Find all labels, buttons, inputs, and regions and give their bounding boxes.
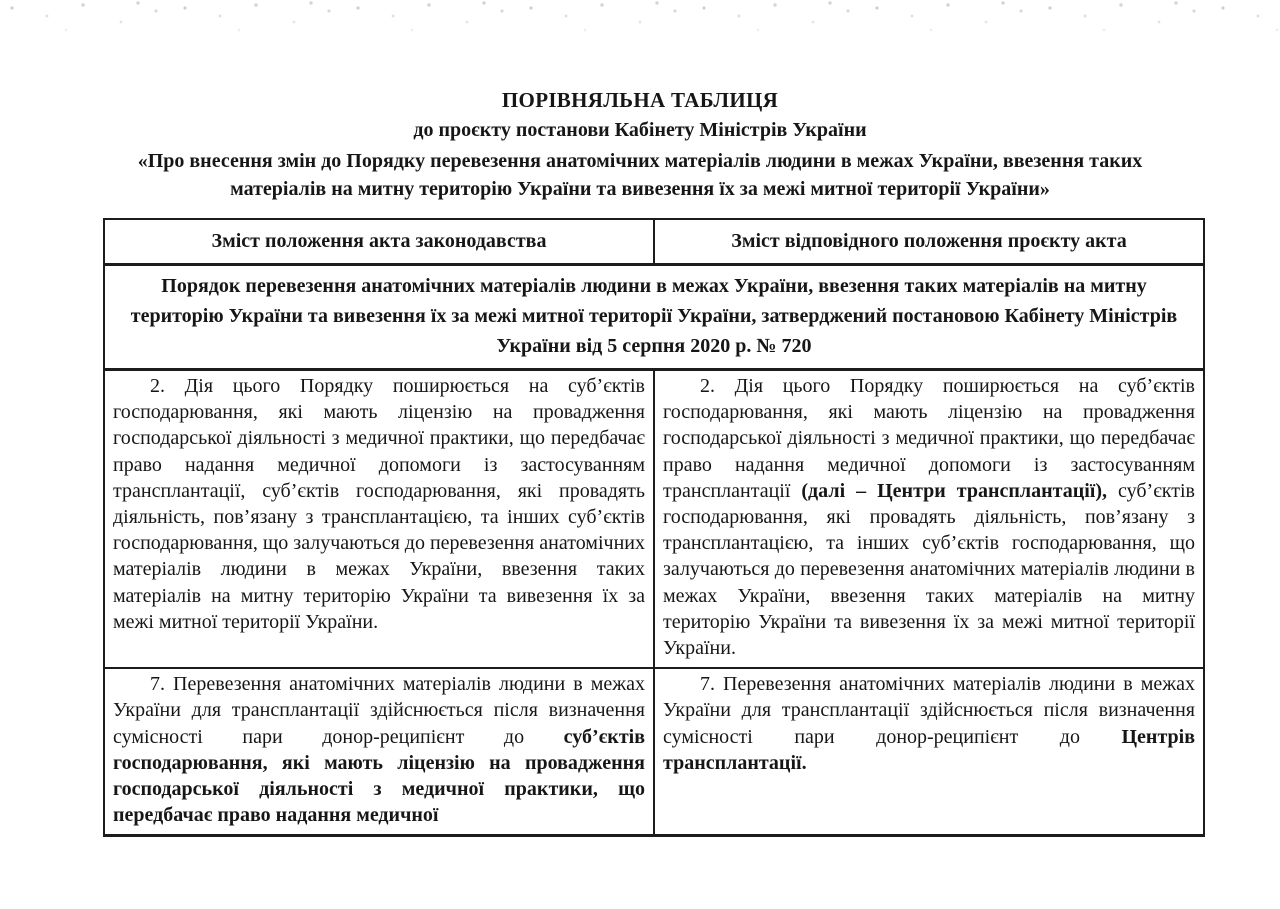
cell-current-act-p2: [104, 370, 654, 669]
column-header-draft-act: Зміст відповідного положення проєкту акта: [654, 219, 1204, 265]
column-header-current-act: Зміст положення акта законодавства: [104, 219, 654, 265]
cell-paragraph: 7. Перевезення анатомічних матеріалів людини в межах України для трансплантації здійснюється після визначення сумісності пари донор-реципієнт до суб’єктів господарювання, які мають ліцензію на провадження господарської діяльності з медичної практики, що передбачає право надання медичної: [113, 673, 645, 827]
table-row: [104, 370, 1204, 669]
cell-paragraph: 2. Дія цього Порядку поширюється на суб’єктів господарювання, які мають ліцензію на провадження господарської діяльності з медичної практики, що передбачає право надання медичної допомоги із застосуванням трансплантації, суб’єктів господарювання, які провадять діяльність, пов’язану з трансплантацією, та інших суб’єктів господарювання, що залучаються до перевезення анатомічних матеріалів людини в межах України, ввезення таких матеріалів на митну територію України та вивезення їх за межі митної території України.: [113, 375, 645, 633]
document-header: [0, 88, 1280, 203]
table-row: [104, 668, 1204, 836]
cell-draft-act-p2: [654, 370, 1204, 669]
document-act-name: «Про внесення змін до Порядку перевезення анатомічних матеріалів людини в межах України, ввезення таких матеріалів на митну територію України та вивезення їх за межі митної території України»: [137, 150, 1143, 200]
cell-current-act-p7: [104, 668, 654, 836]
document-title: ПОРІВНЯЛЬНА ТАБЛИЦЯ: [501, 88, 779, 112]
section-title-row: [104, 265, 1204, 370]
document-subtitle: до проєкту постанови Кабінету Міністрів України: [413, 119, 867, 141]
comparative-table: [103, 218, 1205, 837]
cell-paragraph: 2. Дія цього Порядку поширюється на суб’єктів господарювання, які мають ліцензію на провадження господарської діяльності з медичної практики, що передбачає право надання медичної допомоги із застосуванням трансплантації (далі – Центри трансплантації), суб’єктів господарювання, які провадять діяльність, пов’язану з трансплантацією, та інших суб’єктів господарювання, що залучаються до перевезення анатомічних матеріалів людини в межах України, ввезення таких матеріалів на митну територію України та вивезення їх за межі митної території України.: [663, 375, 1195, 660]
table-header-row: [104, 219, 1204, 265]
cell-paragraph: 7. Перевезення анатомічних матеріалів людини в межах України для трансплантації здійснюється після визначення сумісності пари донор-реципієнт до Центрів трансплантації.: [663, 673, 1195, 774]
section-title-cell: Порядок перевезення анатомічних матеріалів людини в межах України, ввезення таких матеріалів на митну територію України та вивезення їх за межі митної території України, затверджений постановою Кабінету Міністрів України від 5 серпня 2020 р. № 720: [104, 265, 1204, 370]
scan-noise-artifact: [0, 0, 1280, 42]
cell-draft-act-p7: [654, 668, 1204, 836]
